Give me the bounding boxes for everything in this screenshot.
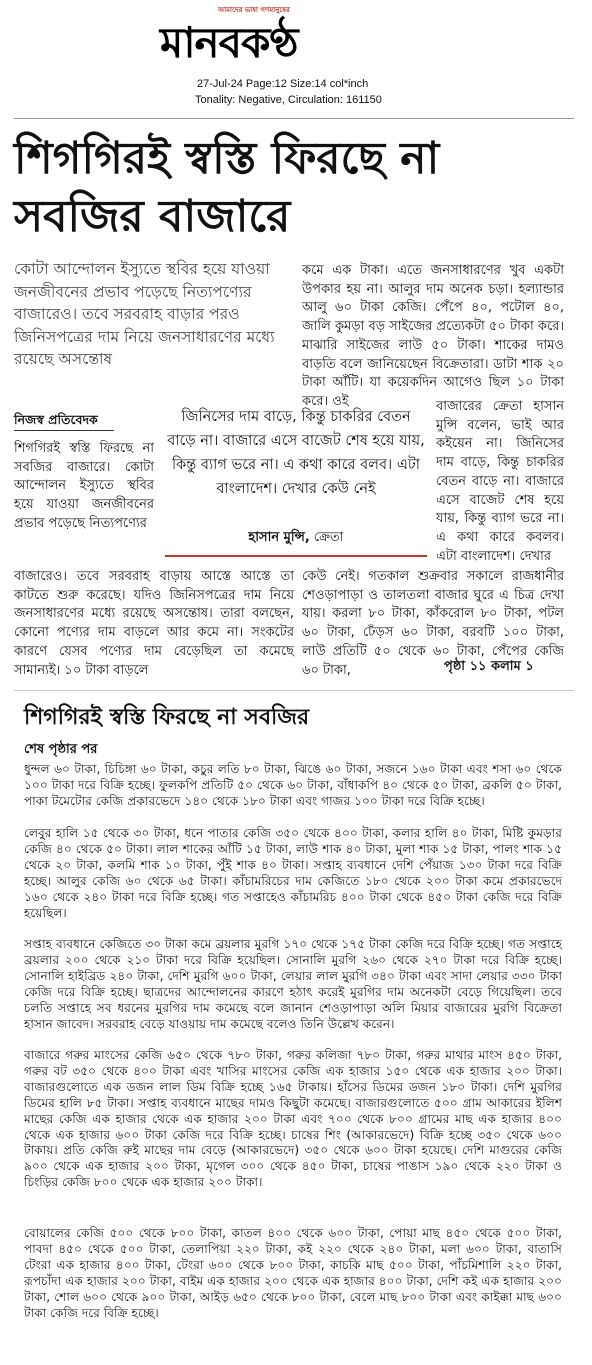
article-deck: কোটা আন্দোলন ইস্যুতে স্থবির হয়ে যাওয়া জনজীবনের প্রভাব পড়েছে নিত্যপণ্যের বাজারেও। তবে সরবরাহ বাড়ার পরও জিনিসপত্রের দাম নিয়ে জনসাধারণের মধ্যে রয়েছে অসন্তোষ — [14, 260, 275, 368]
paragraph: ধুন্দল ৬০ টাকা, চিচিঙ্গা ৬০ টাকা, কচুর লতি ৮০ টাকা, ঝিঙে ৬০ টাকা, সজনে ১৬০ টাকা এবং শসা ৬০ থেকে ১০০ টাকা দরে বিক্রি হচ্ছে। ফুলকপি প্রতিটি ৫০ থেকে ৬০ টাকা, বাঁধাকপি ৪০ থেকে ৫০ টাকা, ব্রকলি ৫০ টাকা, পাকা টমেটোর কেজি প্রকারভেদে ১৪০ থেকে ১৮০ টাকা এবং গাজর ১০০ টাকা দরে বিক্রি হচ্ছে। — [24, 762, 562, 808]
pull-quote-attribution — [165, 528, 427, 549]
continuation-headline: শিগগিরই স্বস্তি ফিরছে না সবজির — [24, 705, 310, 730]
byline: নিজস্ব প্রতিবেদক — [14, 412, 98, 427]
column-left-top: শিগগিরই স্বস্তি ফিরছে না সবজির বাজারে। কোটা আন্দোলন ইস্যুতে স্থবির হয়ে যাওয়া জনজীবনের প্রভাব পড়েছে নিত্যপণ্যের — [14, 441, 154, 531]
column-right-mid: বাজারের ক্রেতা হাসান মুন্সি বলেন, ভাই আর কইয়েন না। জিনিসের দাম বাড়ে, কিন্তু চাকরির বেতন বাড়ে না। বাজারে এসে বাজেট শেষ হয়ে যায়, কিন্তু ব্যাগ ভরে না। এ কথা কারে কবলব। এটা বাংলাদেশ। দেখার — [436, 399, 564, 564]
divider — [14, 430, 114, 431]
paragraph: বোয়ালের কেজি ৫০০ থেকে ৮০০ টাকা, কাতল ৪০০ থেকে ৬০০ টাকা, পোয়া মাছ ৪৫০ থেকে ৫০০ টাকা, পাবদা ৪৫০ থেকে ৫০০ টাকা, তেলাপিয়া ২২০ টাকা, কই ২২০ থেকে ২৪০ টাকা, মলা ৬০০ টাকা, বাতাসি টেংরা এক হাজার ৪০০ টাকা, টেংরা ৬০০ থেকে ৮০০ টাকা, কাচকি মাছ ৫০০ টাকা, পাঁচমিশালি ২২০ টাকা, রূপচাঁদা এক হাজার ২০০ টাকা, বাইম এক হাজার ২০০ থেকে এক হাজার ৪০০ টাকা, দেশি কই এক হাজার ২০০ টাকা, শোল ৬০০ থেকে ৯০০ টাকা, আইড় ৬৫০ থেকে ৮০০ টাকা, বেলে মাছ ৮০০ টাকা এবং কাইক্কা মাছ ৬০০ টাকা কেজি দরে বিক্রি হচ্ছে। — [24, 1226, 562, 1320]
article-headline: শিগগিরই স্বস্তি ফিরছে না সবজির বাজারে — [14, 133, 440, 242]
column-right-top: কমে এক টাকা। এতে জনসাধারণের খুব একটা উপকার হয় না। আলুর দাম অনেক চড়া। হল্যান্ডার আলু ৬০ টাকা কেজি। পেঁপে ৪০, পটোল ৪০, জালি কুমড়া বড় সাইজের প্রত্যেকটা ৫০ টাকা করে। মাঝারি সাইজের লাউ ৫০ টাকা। শাকের দামও বাড়তি বলে জানিয়েছেন বিক্রেতারা। ডাটা শাক ২০ টাকা আঁটি। যা কয়েকদিন আগেও ছিল ১০ টাকা করে। ওই — [302, 263, 564, 409]
divider — [14, 118, 574, 119]
column-left-bottom: বাজারেও। তবে সরবরাহ বাড়ায় আস্তে আস্তে তা কাটতে শুরু করেছে। যদিও জিনিসপত্রের দাম নিয়ে জনসাধারণের মধ্যে রয়েছে অসন্তোষ। তারা বলছেন, কোনো পণ্যের দাম বাড়লে আর কমে না। সংকটের কারণে যেসব পণ্যের দাম বেড়েছিল তা কমেছে সামান্যই। ১০ টাকা বাড়লে — [14, 569, 294, 678]
masthead-tagline: আমাদের ভাষা গণমানুষের — [218, 6, 290, 14]
paragraph: সপ্তাহ ব্যবধানে কেজিতে ৩০ টাকা কমে ব্রয়লার মুরগি ১৭০ থেকে ১৭৫ টাকা কেজি দরে বিক্রি হচ্ছে। গত সপ্তাহে ব্রয়লার ২০০ থেকে ২১০ টাকা দরে বিক্রি হয়েছিল। সোনালি মুরগি ২৬০ থেকে ২৭০ টাকা দরে বিক্রি হচ্ছে। সোনালি হাইব্রিড ২৪০ টাকা, দেশি মুরগি ৬০০ টাকা, লেয়ার লাল মুরগি ৩৪০ টাকা এবং সাদা লেয়ার ৩৩০ টাকা কেজি দরে বিক্রি হচ্ছে। ছাত্রদের আন্দোলনের কারণে হঠাৎ করেই মুরগির দাম অনেকটা বেড়ে গিয়েছিল। তবে চলতি সপ্তাহে সব ধরনের মুরগির দাম কমেছে বলে জানান শেওড়াপাড়া অলি মিয়ার বাজারের মুরগি বিক্রেতা হাসান জাবেদ। সরবরাহ বেড়ে যাওয়ায় দাম কমেছে বলেও তিনি উল্লেখ করেন। — [24, 937, 562, 1031]
quote-name: হাসান মুন্সি, — [248, 530, 310, 545]
paragraph: বাজারে গরুর মাংসের কেজি ৬৫০ থেকে ৭৮০ টাকা, গরুর কলিজা ৭৮০ টাকা, গরুর মাথার মাংস ৪৫০ টাকা, গরুর বট ৩৫০ থেকে ৪০০ টাকা এবং খাসির মাংসের কেজি এক হাজার ১৫০ থেকে এক হাজার ২০০ টাকা। বাজারগুলোতে এক ডজন লাল ডিম বিক্রি হচ্ছে ১৬৫ টাকায়। হাঁসের ডিমের ডজন ১৮০ টাকা। দেশি মুরগির ডিমের হালি ৮৫ টাকা। সপ্তাহ ব্যবধানে মাছের দামও কিছুটা কমেছে। বাজারগুলোতে ৫০০ গ্রাম আকারের ইলিশ মাছের কেজি এক হাজার থেকে এক হাজার ২০০ টাকা এবং ৭০০ থেকে ৮০০ গ্রামের মাছ এক হাজার ৪০০ থেকে এক হাজার ৬০০ টাকা কেজি দরে বিক্রি হচ্ছে। চাষের শিং (আকারভেদে) বিক্রি হচ্ছে ৩৫০ থেকে ৬০০ টাকায়। প্রতি কেজি রুই মাছের দাম বেড়ে (আকারভেদে) ৩৫০ থেকে ৬০০ টাকা হয়েছে। দেশি মাগুরের কেজি ৯০০ থেকে এক হাজার ২০০ টাকা, মৃগেল ৩০০ থেকে ৪৫০ টাকা, চাষের পাঙাস ১৯০ থেকে ২২০ টাকা ও চিংড়ির কেজি ৮০০ থেকে এক হাজার ২০০ টাকা। — [24, 1048, 562, 1190]
continued-marker: পৃষ্ঠা ১১ কলাম ১ — [444, 659, 534, 674]
column-right-bottom: কেউ নেই। গতকাল শুক্রবার সকালে রাজধানীর শেওড়াপাড়া ও তালতলা বাজার ঘুরে এ চিত্র দেখা যায়। করলা ৮০ টাকা, কাঁকরোল ৮০ টাকা, পটল ৬০ টাকা, ঢেঁড়স ৬০ টাকা, বরবটি ১০০ টাকা, লাউ প্রতিটি ৫০ থেকে ৬০ টাকা, পেঁপের কেজি ৬০ টাকা, — [302, 569, 564, 678]
quote-role: ক্রেতা — [309, 530, 344, 545]
clipping-meta-line2: Tonality: Negative, Circulation: 161150 — [195, 94, 382, 106]
continuation-sub: শেষ পৃষ্ঠার পর — [24, 742, 98, 757]
pull-quote: জিনিসের দাম বাড়ে, কিন্তু চাকরির বেতন বাড়ে না। বাজারে এসে বাজেট শেষ হয়ে যায়, কিন্তু ব্যাগ ভরে না। এ কথা কারে বলব। এটা বাংলাদেশ। দেখার কেউ নেই — [167, 409, 425, 497]
pull-quote-rule — [165, 555, 427, 557]
paragraph: লেবুর হালি ১৫ থেকে ৩০ টাকা, ধনে পাতার কেজি ৩৫০ থেকে ৪০০ টাকা, কলার হালি ৪০ টাকা, মিষ্টি কুমড়ার কেজি ৪০ থেকে ৫০ টাকা। লাল শাকের আঁটি ১৫ টাকা, লাউ শাক ৪০ টাকা, মুলা শাক ১৫ টাকা, পালং শাক ১৫ থেকে ২০ টাকা, কলমি শাক ১০ টাকা, পুঁই শাক ৪০ টাকা। সপ্তাহ ব্যবধানে দেশি পেঁয়াজ ১৩০ টাকা দরে বিক্রি হচ্ছে। আলুর কেজি ৬০ থেকে ৬৫ টাকা। কাঁচামরিচের দাম কেজিতে ১৮০ থেকে ২০০ টাকা কমে প্রকারভেদে ১৬০ থেকে ২৪০ টাকা দরে বিক্রি হচ্ছে। গত সপ্তাহেও কাঁচামরিচ ৪০০ টাকা থেকে ৪৫০ টাকা কেজি দরে বিক্রি হয়েছিল। — [24, 826, 562, 920]
masthead-logo: মানবকণ্ঠ — [160, 18, 298, 67]
clipping-meta-line1: 27-Jul-24 Page:12 Size:14 col*inch — [197, 78, 369, 90]
